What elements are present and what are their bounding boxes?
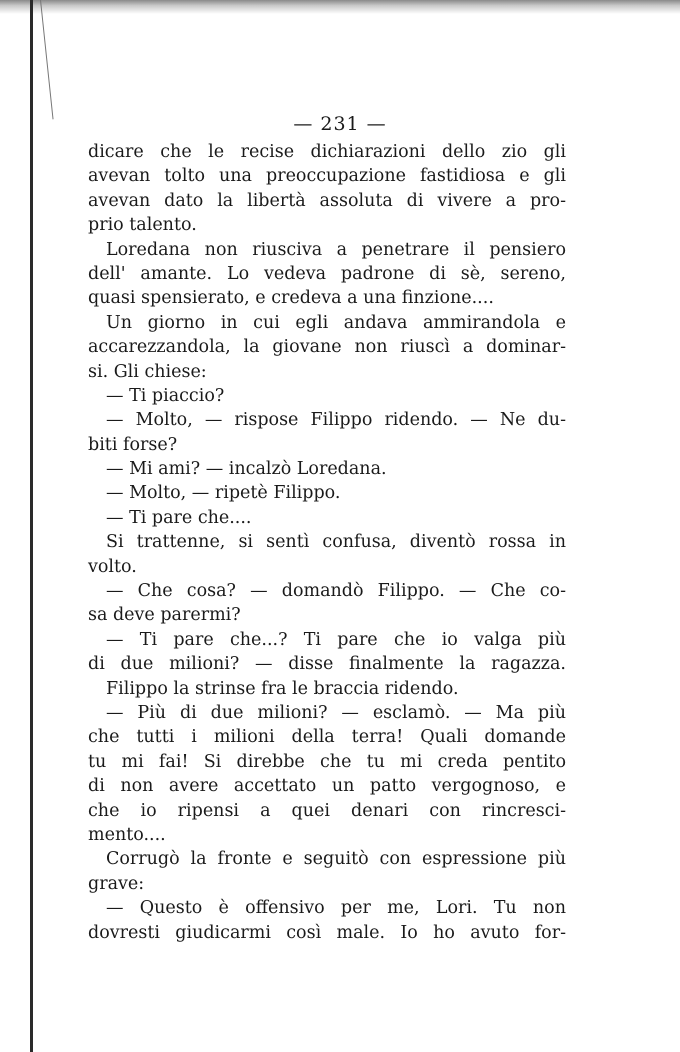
text-line: Corrugò la fronte e seguitò con espressione più	[106, 849, 566, 870]
text-line: prio talento.	[88, 215, 197, 236]
text-line: di non avere accettato un patto vergognoso, e	[88, 776, 566, 797]
text-line: biti forse?	[88, 434, 178, 455]
text-line: dell' amante. Lo vedeva padrone di sè, sereno,	[88, 263, 566, 284]
text-line: Si trattenne, si sentì confusa, diventò rossa in	[106, 532, 566, 553]
text-line: — Questo è offensivo per me, Lori. Tu non	[106, 898, 566, 919]
text-line: Un giorno in cui egli andava ammirandola e	[106, 312, 566, 333]
text-line: di due milioni? — disse finalmente la ragazza.	[88, 654, 566, 675]
text-line: — Ti pare che....	[106, 507, 252, 528]
page-number: — 231 —	[293, 113, 387, 135]
text-line: — Ti piaccio?	[106, 385, 225, 406]
text-line: — Che cosa? — domandò Filippo. — Che co-	[106, 581, 566, 602]
book-spine-edge	[30, 0, 33, 1052]
text-line: quasi spensierato, e credeva a una finzione....	[88, 288, 494, 309]
text-line: — Molto, — ripetè Filippo.	[106, 483, 341, 504]
text-line: — Mi ami? — incalzò Loredana.	[106, 459, 387, 480]
text-line: dicare che le recise dichiarazioni dello zio gli	[88, 142, 566, 162]
book-gutter-line	[40, 0, 54, 119]
body-text	[88, 140, 566, 945]
text-line: Filippo la strinse fra le braccia ridendo.	[106, 678, 459, 699]
page-top-edge	[0, 0, 680, 14]
text-line: Loredana non riusciva a penetrare il pensiero	[106, 239, 566, 260]
text-line: sa deve parermi?	[88, 605, 241, 626]
text-line: — Ti pare che...? Ti pare che io valga più	[106, 629, 566, 650]
text-line: mento....	[88, 824, 166, 845]
text-line: accarezzandola, la giovane non riuscì a dominar-	[88, 337, 566, 358]
text-line: tu mi fai! Si direbbe che tu mi creda pentito	[88, 751, 566, 772]
text-line: si. Gli chiese:	[88, 361, 207, 382]
text-line: che io ripensi a quei denari con rincresci-	[88, 800, 566, 821]
text-line: dovresti giudicarmi così male. Io ho avuto for-	[88, 922, 566, 943]
text-line: che tutti i milioni della terra! Quali domande	[88, 727, 566, 748]
text-line: volto.	[88, 556, 137, 577]
text-line: avevan tolto una preoccupazione fastidiosa e gli	[88, 166, 566, 187]
text-line: — Più di due milioni? — esclamò. — Ma più	[106, 702, 566, 723]
text-line: — Molto, — rispose Filippo ridendo. — Ne du-	[106, 410, 566, 431]
text-line: avevan dato la libertà assoluta di vivere a pro-	[88, 190, 566, 211]
text-line: grave:	[88, 873, 145, 894]
